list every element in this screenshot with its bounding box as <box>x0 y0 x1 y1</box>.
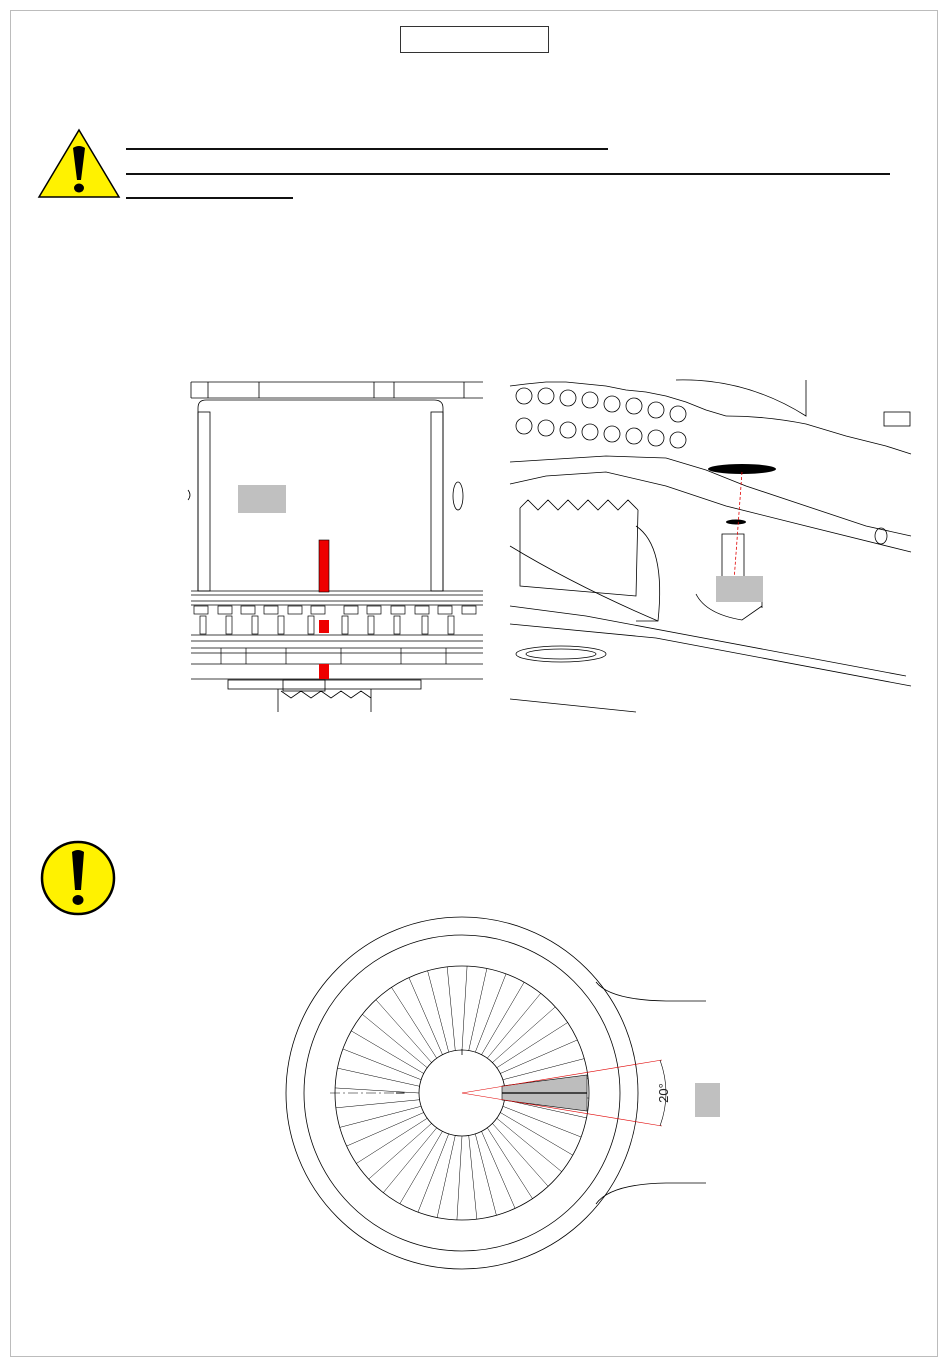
ratchet-spoke <box>503 1059 584 1080</box>
callout-label-box <box>695 1083 720 1117</box>
ratchet-spoke <box>437 1135 455 1217</box>
ratchet-spoke <box>462 966 467 1050</box>
ratchet-spoke <box>383 1128 436 1193</box>
warning-text-line-1 <box>126 148 608 150</box>
ratchet-spoke <box>482 982 525 1054</box>
warning-text-line-2 <box>126 173 890 175</box>
ratchet-spoke <box>369 1123 432 1179</box>
ratchet-spoke <box>409 978 443 1055</box>
ratchet-spoke <box>475 1134 496 1215</box>
ratchet-spoke <box>469 968 487 1050</box>
ratchet-spoke <box>335 1088 419 1093</box>
ratchet-spoke <box>400 1131 443 1203</box>
ratchet-spoke <box>340 1106 421 1127</box>
ratchet-spoke <box>392 987 437 1058</box>
ratchet-spoke <box>469 1135 477 1219</box>
ratchet-spoke <box>475 974 506 1052</box>
ratchet-spoke <box>492 1123 548 1186</box>
ratchet-spoke <box>336 1100 420 1108</box>
callout-label-box <box>716 576 763 602</box>
red-pin-highlight <box>319 664 329 679</box>
ratchet-spoke <box>497 1118 562 1171</box>
angle-label: 20° <box>656 1083 671 1103</box>
red-pin-highlight <box>319 540 329 592</box>
ratchet-spoke <box>337 1068 419 1086</box>
header-label-box <box>400 26 549 53</box>
front-view-drawing <box>186 378 488 714</box>
ratchet-spoke <box>356 1118 427 1163</box>
exclamation-circle-icon <box>38 838 120 920</box>
ratchet-spoke <box>347 1113 424 1147</box>
ratchet-spoke <box>343 1049 421 1080</box>
warning-text-line-3 <box>126 197 293 199</box>
ratchet-spoke <box>362 1014 427 1067</box>
ratchet-spoke <box>457 1136 462 1220</box>
warning-triangle-icon <box>36 128 122 200</box>
ratchet-spoke <box>497 1023 568 1068</box>
ratchet-spoke <box>418 1134 449 1212</box>
isometric-view-drawing <box>506 376 916 716</box>
ratchet-spoke <box>428 971 449 1052</box>
ratchet-spoke <box>487 1128 532 1199</box>
ratchet-spoke <box>500 1113 572 1156</box>
ratchet-spoke <box>447 967 455 1051</box>
ratchet-spoke <box>351 1031 423 1074</box>
ratchet-spoke <box>376 1000 432 1063</box>
ratchet-wheel-drawing <box>280 912 720 1272</box>
ratchet-spoke <box>500 1040 577 1074</box>
ratchet-spoke <box>487 993 540 1058</box>
red-pin-highlight <box>319 620 329 633</box>
ratchet-spoke <box>492 1007 555 1063</box>
callout-label-box <box>238 485 286 513</box>
ratchet-spoke <box>482 1131 516 1208</box>
